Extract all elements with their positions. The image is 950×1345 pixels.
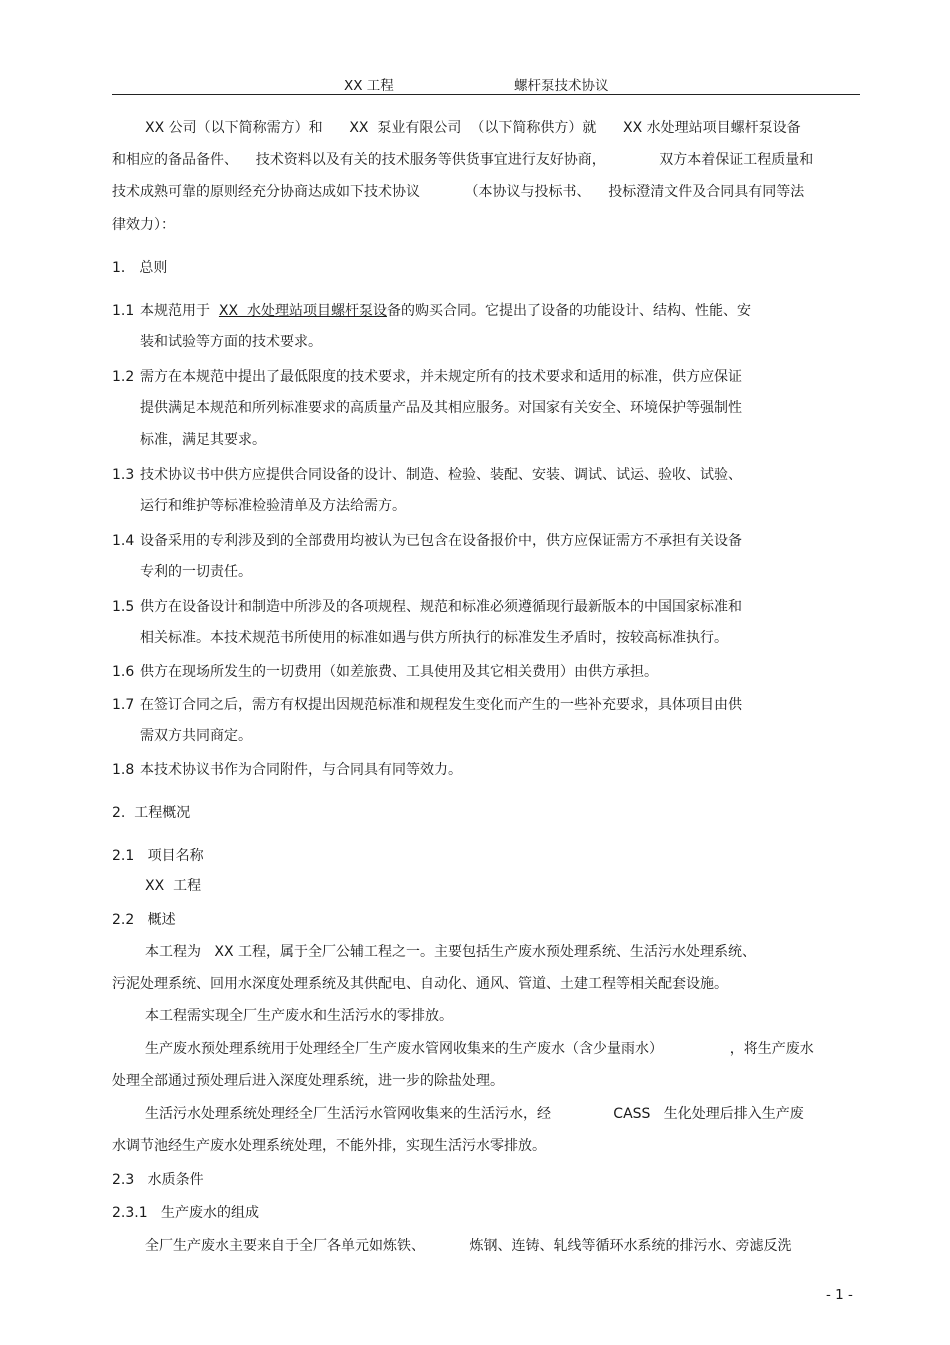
section-2-1-title: 2.1 项目名称 [112, 848, 204, 864]
clause-1-2-line-1: 需方在本规范中提出了最低限度的技术要求，并未规定所有的技术要求和适用的标准，供方应保证 [140, 369, 742, 385]
intro-line-2: 和相应的备品备件、 技术资料以及有关的技术服务等供货事宜进行友好协商， 双方本着保证工程质量和 [112, 152, 814, 168]
project-name-link[interactable]: XX 水处理站项目螺杆泵设 [218, 303, 387, 319]
page-header [112, 70, 860, 95]
clause-1-5-line-2: 相关标准。本技术规范书所使用的标准如遇与供方所执行的标准发生矛盾时，按较高标准执行。 [140, 630, 728, 646]
overview-p3-line-2: 处理全部通过预处理后进入深度处理系统，进一步的除盐处理。 [112, 1073, 504, 1089]
clause-1-4-line-1: 设备采用的专利涉及到的全部费用均被认为已包含在设备报价中，供方应保证需方不承担有关设备 [140, 533, 742, 549]
clause-1-4-line-2: 专利的一切责任。 [140, 564, 252, 580]
clause-1-8-number: 1.8 [112, 762, 135, 778]
intro-line-4: 律效力）： [112, 217, 175, 233]
intro-line-1: XX 公司（以下简称需方）和 XX 泵业有限公司 （以下简称供方）就 XX 水处理站项目螺杆泵设备 [145, 120, 801, 136]
clause-1-1-rest: 备的购买合同。它提出了设备的功能设计、结构、性能、安 [387, 303, 751, 319]
overview-p2: 本工程需实现全厂生产废水和生活污水的零排放。 [145, 1008, 453, 1024]
clause-1-1-line-2: 装和试验等方面的技术要求。 [140, 334, 322, 350]
clause-1-7-line-1: 在签订合同之后，需方有权提出因规范标准和规程发生变化而产生的一些补充要求，具体项目由供 [140, 697, 742, 713]
clause-1-1-number: 1.1 [112, 303, 135, 319]
section-2-3-title: 2.3 水质条件 [112, 1172, 204, 1188]
clause-1-4-number: 1.4 [112, 533, 135, 549]
project-name-value: XX 工程 [145, 878, 202, 894]
header-title: 螺杆泵技术协议 [514, 78, 609, 94]
clause-1-8-line-1: 本技术协议书作为合同附件，与合同具有同等效力。 [140, 762, 462, 778]
page-number: - 1 - [826, 1287, 853, 1303]
clause-1-3-line-2: 运行和维护等标准检验清单及方法给需方。 [140, 498, 406, 514]
overview-p4-line-1: 生活污水处理系统处理经全厂生活污水管网收集来的生活污水，经 CASS 生化处理后排入生产废 [145, 1106, 804, 1122]
wastewater-composition-line-1: 全厂生产废水主要来自于全厂各单元如炼铁、 炼钢、连铸、轧线等循环水系统的排污水、旁滤反洗 [145, 1238, 792, 1254]
overview-p3-line-1: 生产废水预处理系统用于处理经全厂生产废水管网收集来的生产废水（含少量雨水） ，将生产废水 [145, 1041, 814, 1057]
clause-1-7-number: 1.7 [112, 697, 135, 713]
clause-1-1-lead: 本规范用于 [140, 303, 219, 319]
section-2-3-1-title: 2.3.1 生产废水的组成 [112, 1205, 259, 1221]
clause-1-6-line-1: 供方在现场所发生的一切费用（如差旅费、工具使用及其它相关费用）由供方承担。 [140, 664, 658, 680]
overview-p4-line-2: 水调节池经生产废水处理系统处理，不能外排，实现生活污水零排放。 [112, 1138, 546, 1154]
clause-1-2-number: 1.2 [112, 369, 135, 385]
clause-1-3-line-1: 技术协议书中供方应提供合同设备的设计、制造、检验、装配、安装、调试、试运、验收、试验、 [140, 467, 742, 483]
clause-1-5-line-1: 供方在设备设计和制造中所涉及的各项规程、规范和标准必须遵循现行最新版本的中国国家标准和 [140, 599, 742, 615]
intro-line-3: 技术成熟可靠的原则经充分协商达成如下技术协议 （本协议与投标书、 投标澄清文件及合同具有同等法 [112, 184, 805, 200]
header-project: XX 工程 [344, 78, 394, 94]
clause-1-3-number: 1.3 [112, 467, 135, 483]
clause-1-2-line-2: 提供满足本规范和所列标准要求的高质量产品及其相应服务。对国家有关安全、环境保护等强制性 [140, 400, 742, 416]
section-2-2-title: 2.2 概述 [112, 912, 176, 928]
clause-1-1-line-1 [140, 301, 751, 321]
section-1-title: 1． 总则 [112, 260, 168, 276]
clause-1-2-line-3: 标准，满足其要求。 [140, 432, 266, 448]
overview-p1-line-1: 本工程为 XX 工程，属于全厂公辅工程之一。主要包括生产废水预处理系统、生活污水处理系统、 [145, 944, 756, 960]
section-2-title: 2. 工程概况 [112, 805, 191, 821]
clause-1-7-line-2: 需双方共同商定。 [140, 728, 252, 744]
clause-1-6-number: 1.6 [112, 664, 135, 680]
clause-1-5-number: 1.5 [112, 599, 135, 615]
overview-p1-line-2: 污泥处理系统、回用水深度处理系统及其供配电、自动化、通风、管道、土建工程等相关配套设施。 [112, 976, 728, 992]
